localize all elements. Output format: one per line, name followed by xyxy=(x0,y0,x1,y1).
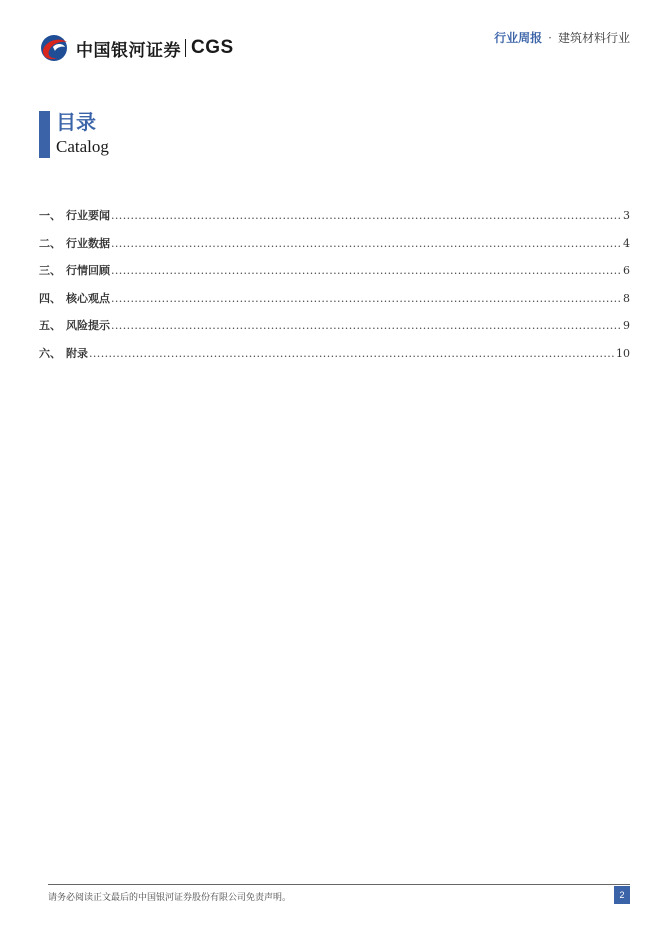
toc-entry[interactable] xyxy=(39,262,630,290)
toc-entry-number: 二、 xyxy=(39,236,61,250)
toc-entry-page: 6 xyxy=(623,264,630,277)
toc-entry[interactable] xyxy=(39,317,630,345)
toc-entry[interactable] xyxy=(39,345,630,373)
logo-chinese-name: 中国银河证券 xyxy=(76,40,181,61)
toc-entry-number: 三、 xyxy=(39,264,61,277)
toc-title-english: Catalog xyxy=(56,137,109,156)
page-number-badge: 2 xyxy=(614,886,630,904)
toc-entry-number: 一、 xyxy=(39,209,61,222)
toc-entry-label: 核心观点 xyxy=(66,291,110,305)
toc-entry-label: 行业数据 xyxy=(66,236,110,250)
toc-leader-dots xyxy=(111,237,622,250)
logo-divider xyxy=(185,39,186,57)
logo-english-name: CGS xyxy=(191,37,234,58)
report-type: 行业周报 xyxy=(494,31,543,45)
toc-entry-label: 行情回顾 xyxy=(66,264,110,277)
heading-accent-bar xyxy=(39,111,50,158)
toc-leader-dots xyxy=(111,319,622,332)
toc-entry-page: 4 xyxy=(623,236,630,250)
industry-name: 建筑材料行业 xyxy=(557,31,630,45)
galaxy-logo-icon xyxy=(40,34,70,62)
report-category xyxy=(494,29,630,46)
company-logo xyxy=(40,34,234,62)
footer-disclaimer: 请务必阅读正文最后的中国银河证券股份有限公司免责声明。 xyxy=(48,893,292,903)
toc-heading xyxy=(39,111,109,159)
toc-leader-dots xyxy=(111,264,622,277)
toc-list xyxy=(39,207,630,372)
toc-entry[interactable] xyxy=(39,207,630,235)
category-separator: · xyxy=(548,30,552,45)
toc-leader-dots xyxy=(89,347,615,360)
toc-entry-number: 六、 xyxy=(39,346,61,360)
toc-entry-page: 10 xyxy=(616,346,630,360)
toc-entry-number: 五、 xyxy=(39,319,61,332)
toc-entry-label: 风险提示 xyxy=(66,319,110,332)
toc-entry-page: 9 xyxy=(623,319,630,332)
toc-title-chinese: 目录 xyxy=(56,110,96,134)
toc-entry[interactable] xyxy=(39,290,630,318)
toc-leader-dots xyxy=(111,292,622,305)
toc-entry-label: 行业要闻 xyxy=(66,209,110,222)
toc-entry-page: 3 xyxy=(623,209,630,222)
toc-leader-dots xyxy=(111,209,622,222)
toc-entry-page: 8 xyxy=(623,291,630,305)
page-header xyxy=(0,0,662,70)
toc-entry-number: 四、 xyxy=(39,291,61,305)
toc-entry[interactable] xyxy=(39,235,630,263)
toc-entry-label: 附录 xyxy=(66,346,88,360)
footer-divider xyxy=(48,884,630,885)
